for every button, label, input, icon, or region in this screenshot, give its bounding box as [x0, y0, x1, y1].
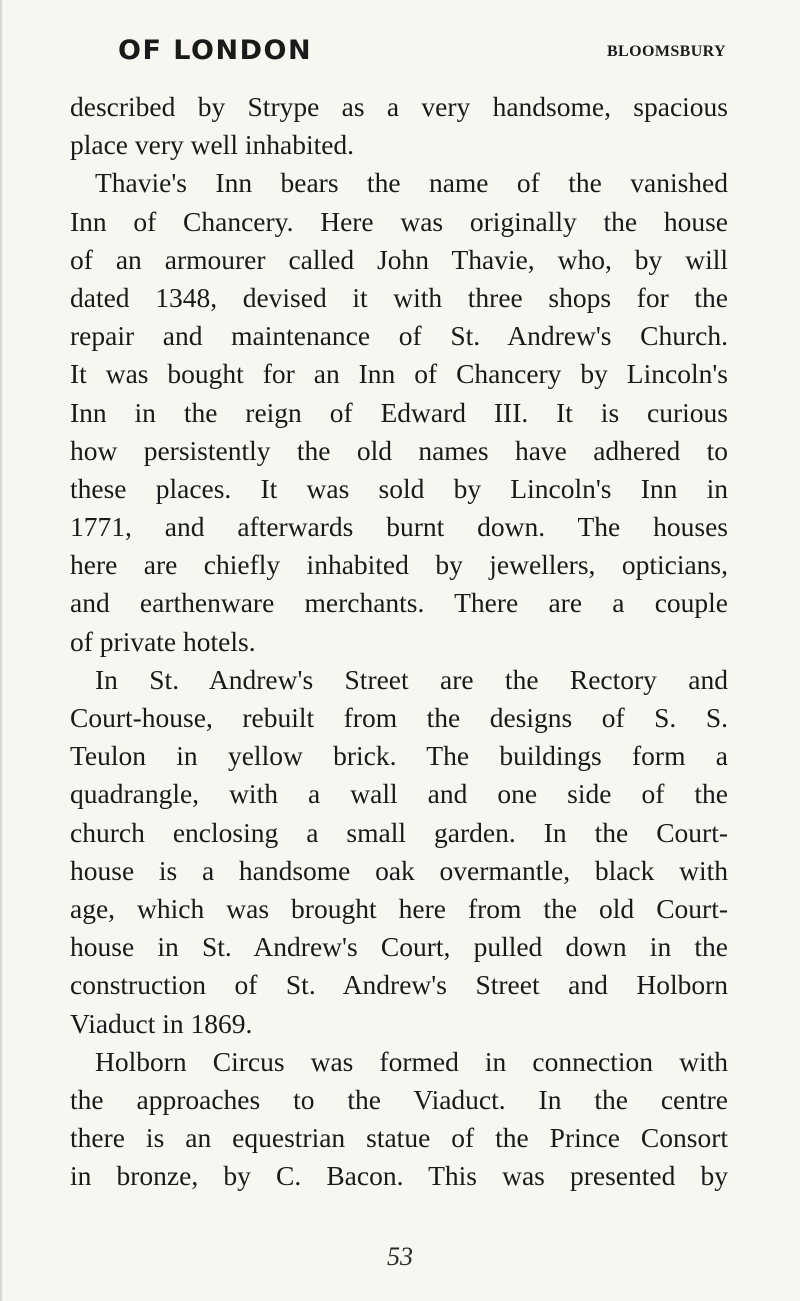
text-line: how persistently the old names have adhered to [70, 434, 728, 466]
paragraph-start-line: Holborn Circus was formed in connection with [95, 1045, 728, 1077]
text-line: Inn of Chancery. Here was originally the house [70, 205, 728, 237]
page-edge [0, 0, 2, 1301]
text-line: there is an equestrian statue of the Prince Consort [70, 1122, 728, 1154]
body-text [70, 88, 728, 1195]
text-line: of an armourer called John Thavie, who, by will [70, 243, 728, 275]
running-head-section: BLOOMSBURY [606, 43, 726, 60]
text-line: construction of St. Andrew's Street and Holborn [70, 969, 728, 1001]
paragraph-start-line: Thavie's Inn bears the name of the vanished [95, 167, 728, 199]
text-line: house in St. Andrew's Court, pulled down in the [70, 931, 728, 963]
text-line: in bronze, by C. Bacon. This was presented by [70, 1160, 728, 1192]
text-line: the approaches to the Viaduct. In the centre [70, 1083, 728, 1115]
text-line: church enclosing a small garden. In the Court- [70, 816, 728, 848]
text-line: age, which was brought here from the old Court- [70, 892, 728, 924]
text-line: place very well inhabited. [70, 129, 355, 161]
text-line: Teulon in yellow brick. The buildings form a [70, 740, 728, 772]
running-head-title: OF LONDON [118, 35, 313, 66]
text-line: Viaduct in 1869. [70, 1007, 253, 1039]
paragraph-start-line: In St. Andrew's Street are the Rectory and [95, 663, 728, 695]
text-line: It was bought for an Inn of Chancery by Lincoln's [70, 358, 728, 390]
text-line: described by Strype as a very handsome, spacious [70, 91, 728, 122]
page-number: 53 [387, 1242, 413, 1271]
running-head [118, 34, 726, 68]
text-line: house is a handsome oak overmantle, black with [70, 854, 728, 886]
text-line: repair and maintenance of St. Andrew's Church. [70, 320, 728, 352]
text-line: Inn in the reign of Edward III. It is curious [70, 396, 728, 428]
text-line: 1771, and afterwards burnt down. The houses [70, 511, 728, 543]
text-line: here are chiefly inhabited by jewellers, opticians, [70, 549, 728, 581]
text-line: quadrangle, with a wall and one side of the [70, 778, 728, 810]
text-line: Court-house, rebuilt from the designs of S. S. [70, 702, 728, 733]
text-line: and earthenware merchants. There are a couple [70, 587, 728, 619]
text-line: of private hotels. [70, 625, 256, 657]
text-line: dated 1348, devised it with three shops for the [70, 281, 728, 313]
text-line: these places. It was sold by Lincoln's Inn in [70, 472, 728, 504]
